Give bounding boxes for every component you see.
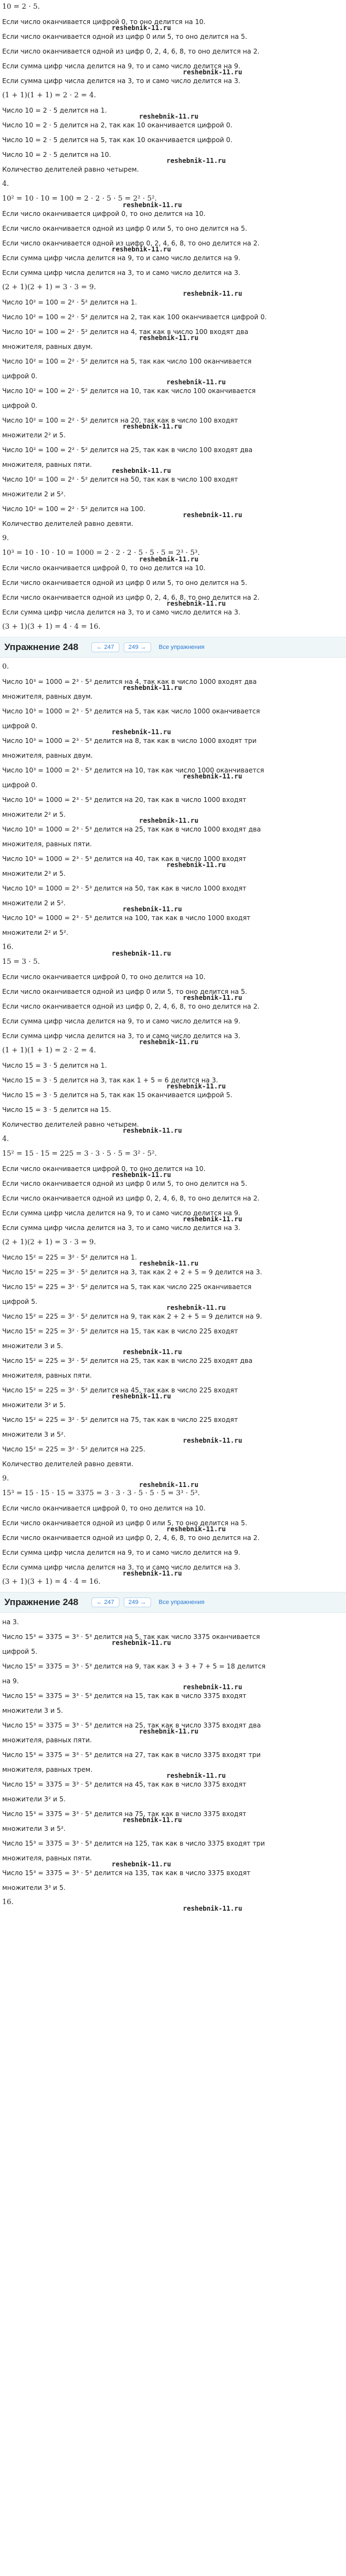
watermark-text: reshebnik-11.ru	[123, 1816, 182, 1824]
text-line: множители 3 и 5².	[2, 1825, 66, 1833]
solution-part-3	[2, 1615, 344, 1910]
watermark-text: reshebnik-11.ru	[166, 157, 226, 165]
text-line: Если сумма цифр числа делится на 3, то и само число делится на 3.	[2, 608, 240, 616]
text-line: Число 15³ = 3375 = 3³ · 5³ делится на 5, так как число 3375 оканчивается	[2, 1633, 260, 1641]
text-line: множителя, равных пяти.	[2, 1854, 92, 1862]
text-line: Если число оканчивается цифрой 0, то оно делится на 10.	[2, 1165, 206, 1173]
math-line: 10³ = 10 · 10 · 10 = 1000 = 2 · 2 · 2 · 5 · 5 · 5 = 2³ · 5³.	[2, 549, 200, 557]
text-line: Число 10³ = 1000 = 2³ · 5³ делится на 20, так как в число 1000 входят	[2, 796, 246, 804]
text-line: Число 15² = 225 = 3² · 5² делится на 9, так как 2 + 2 + 5 = 9 делится на 9.	[2, 1313, 262, 1320]
math-line: 0.	[2, 663, 9, 671]
text-line: цифрой 0.	[2, 402, 38, 409]
watermark-text: reshebnik-11.ru	[112, 24, 171, 32]
watermark-text: reshebnik-11.ru	[166, 861, 226, 869]
math-line: (1 + 1)(1 + 1) = 2 · 2 = 4.	[2, 1046, 96, 1055]
text-line: Число 10³ = 1000 = 2³ · 5³ делится на 8, так как в число 1000 входят три	[2, 737, 257, 745]
text-line: множители 2² и 5.	[2, 431, 66, 439]
text-line: множители 3 и 5².	[2, 1431, 66, 1438]
text-line: Число 15 = 3 · 5 делится на 15.	[2, 1106, 111, 1114]
text-line: Число 15³ = 3375 = 3³ · 5³ делится на 15, так как в число 3375 входят	[2, 1692, 246, 1700]
text-line: Если сумма цифр числа делится на 9, то и само число делится на 9.	[2, 1549, 240, 1556]
watermark-text: reshebnik-11.ru	[139, 817, 199, 824]
text-line: Если число оканчивается одной из цифр 0 или 5, то оно делится на 5.	[2, 988, 247, 996]
watermark-text: reshebnik-11.ru	[183, 1215, 243, 1223]
text-line: Если число оканчивается цифрой 0, то оно делится на 10.	[2, 1504, 206, 1512]
watermark-text: reshebnik-11.ru	[139, 1481, 199, 1489]
text-line: Если сумма цифр числа делится на 9, то и само число делится на 9.	[2, 1209, 240, 1217]
text-line: Число 10² = 100 = 2² · 5² делится на 1.	[2, 298, 137, 306]
math-line: 9.	[2, 1474, 9, 1483]
watermark-text: reshebnik-11.ru	[183, 1437, 243, 1444]
math-line: (1 + 1)(1 + 1) = 2 · 2 = 4.	[2, 91, 96, 99]
math-line: (2 + 1)(2 + 1) = 3 · 3 = 9.	[2, 1238, 96, 1246]
watermark-text: reshebnik-11.ru	[112, 950, 171, 957]
watermark-text: reshebnik-11.ru	[166, 1082, 226, 1090]
math-line: 15² = 15 · 15 = 225 = 3 · 3 · 5 · 5 = 3² · 5².	[2, 1150, 157, 1158]
all-exercises-link[interactable]: Все упражнения	[158, 644, 205, 651]
watermark-text: reshebnik-11.ru	[112, 1639, 171, 1647]
text-line: цифрой 0.	[2, 372, 38, 380]
watermark-text: reshebnik-11.ru	[123, 684, 182, 692]
text-line: Число 10² = 100 = 2² · 5² делится на 5, так как число 100 оканчивается	[2, 358, 252, 365]
watermark-text: reshebnik-11.ru	[123, 1127, 182, 1134]
text-line: Число 10² = 100 = 2² · 5² делится на 10, так как число 100 оканчивается	[2, 387, 256, 395]
text-line: множителя, равных двум.	[2, 752, 93, 759]
math-line: (3 + 1)(3 + 1) = 4 · 4 = 16.	[2, 1578, 101, 1586]
solution-part-1	[2, 0, 344, 635]
all-exercises-link-2[interactable]: Все упражнения	[158, 1599, 205, 1606]
watermark-text: reshebnik-11.ru	[123, 201, 182, 209]
exercise-nav-banner-2	[0, 1592, 346, 1613]
watermark-text: reshebnik-11.ru	[166, 1304, 226, 1312]
text-line: Число 15² = 225 = 3² · 5² делится на 5, так как число 225 оканчивается	[2, 1283, 252, 1291]
text-line: Число 15² = 225 = 3² · 5² делится на 225.	[2, 1445, 146, 1453]
text-line: Количество делителей равно девяти.	[2, 1460, 134, 1468]
text-line: на 3.	[2, 1618, 19, 1626]
text-line: Число 10² = 100 = 2² · 5² делится на 50, так как в число 100 входят	[2, 476, 238, 483]
text-line: Число 15³ = 3375 = 3³ · 5³ делится на 25, так как в число 3375 входят два	[2, 1722, 261, 1729]
text-line: множителя, равных пяти.	[2, 840, 92, 848]
watermark-text: reshebnik-11.ru	[139, 334, 199, 342]
text-line: Число 15² = 225 = 3² · 5² делится на 1.	[2, 1254, 137, 1261]
text-line: Число 15³ = 3375 = 3³ · 5³ делится на 9, так как 3 + 3 + 7 + 5 = 18 делится	[2, 1662, 266, 1670]
watermark-text: reshebnik-11.ru	[139, 1260, 199, 1267]
watermark-text: reshebnik-11.ru	[139, 1038, 199, 1046]
text-line: Число 10³ = 1000 = 2³ · 5³ делится на 25, так как в число 1000 входят два	[2, 826, 261, 833]
watermark-text: reshebnik-11.ru	[112, 1392, 171, 1400]
text-line: Если число оканчивается цифрой 0, то оно делится на 10.	[2, 18, 206, 26]
watermark-text: reshebnik-11.ru	[183, 994, 243, 1002]
text-line: цифрой 5.	[2, 1648, 38, 1655]
text-line: множители 3² и 5.	[2, 1401, 66, 1409]
text-line: цифрой 5.	[2, 1298, 38, 1305]
watermark-text: reshebnik-11.ru	[183, 772, 243, 780]
text-line: Если число оканчивается одной из цифр 0, 2, 4, 6, 8, то оно делится на 2.	[2, 594, 260, 601]
watermark-text: reshebnik-11.ru	[166, 600, 226, 607]
text-line: Число 15 = 3 · 5 делится на 1.	[2, 1062, 107, 1069]
watermark-text: reshebnik-11.ru	[166, 1772, 226, 1779]
watermark-text: reshebnik-11.ru	[112, 1860, 171, 1868]
text-line: Если число оканчивается цифрой 0, то оно делится на 10.	[2, 973, 206, 981]
math-line: 15³ = 15 · 15 · 15 = 3375 = 3 · 3 · 3 · 5 · 5 · 5 = 3³ · 5³.	[2, 1489, 200, 1497]
text-line: Если число оканчивается одной из цифр 0, 2, 4, 6, 8, то оно делится на 2.	[2, 1534, 260, 1542]
text-line: Число 10² = 100 = 2² · 5² делится на 2, так как 100 оканчивается цифрой 0.	[2, 313, 267, 321]
text-line: Число 15² = 225 = 3² · 5² делится на 15, так как в число 225 входят	[2, 1327, 238, 1335]
text-line: Число 10² = 100 = 2² · 5² делится на 4, так как в число 100 входят два	[2, 328, 249, 336]
text-line: множители 2 и 5².	[2, 899, 66, 907]
watermark-text: reshebnik-11.ru	[183, 68, 243, 76]
watermark-text: reshebnik-11.ru	[166, 378, 226, 386]
text-line: Число 15² = 225 = 3² · 5² делится на 75, так как в число 225 входят	[2, 1416, 238, 1424]
text-line: множителя, равных пяти.	[2, 1736, 92, 1744]
text-line: множителя, равных пяти.	[2, 461, 92, 469]
text-line: Число 10 = 2 · 5 делится на 1.	[2, 107, 107, 114]
text-line: Количество делителей равно четырем.	[2, 1121, 139, 1128]
text-line: множители 3 и 5.	[2, 1342, 64, 1350]
text-line: Количество делителей равно девяти.	[2, 520, 134, 528]
text-line: Если сумма цифр числа делится на 3, то и само число делится на 3.	[2, 1032, 240, 1040]
text-line: Число 10 = 2 · 5 делится на 5, так как 10 оканчивается цифрой 0.	[2, 136, 233, 144]
text-line: Если сумма цифр числа делится на 3, то и само число делится на 3.	[2, 1224, 240, 1232]
math-line: 10 = 2 · 5.	[2, 3, 40, 11]
watermark-text: reshebnik-11.ru	[183, 1683, 243, 1691]
text-line: Число 10² = 100 = 2² · 5² делится на 25, так как в число 100 входят два	[2, 446, 253, 454]
text-line: множители 3 и 5.	[2, 1707, 64, 1714]
watermark-text: reshebnik-11.ru	[112, 245, 171, 253]
math-line: 4.	[2, 180, 9, 188]
watermark-text: reshebnik-11.ru	[112, 467, 171, 475]
watermark-text: reshebnik-11.ru	[123, 423, 182, 430]
text-line: Если число оканчивается одной из цифр 0, 2, 4, 6, 8, то оно делится на 2.	[2, 1195, 260, 1202]
text-line: Число 10² = 100 = 2² · 5² делится на 20, так как в число 100 входят	[2, 417, 238, 424]
math-line: (2 + 1)(2 + 1) = 3 · 3 = 9.	[2, 283, 96, 291]
text-line: Если сумма цифр числа делится на 9, то и само число делится на 9.	[2, 62, 240, 70]
text-line: Если число оканчивается одной из цифр 0 или 5, то оно делится на 5.	[2, 579, 247, 587]
math-line: 9.	[2, 534, 9, 542]
watermark-text: reshebnik-11.ru	[183, 290, 243, 297]
text-line: Число 10³ = 1000 = 2³ · 5³ делится на 4, так как в число 1000 входят два	[2, 678, 257, 686]
watermark-text: reshebnik-11.ru	[123, 1348, 182, 1356]
text-line: Число 10³ = 1000 = 2³ · 5³ делится на 50, так как в число 1000 входят	[2, 885, 246, 892]
text-line: Если число оканчивается цифрой 0, то оно делится на 10.	[2, 564, 206, 572]
text-line: Количество делителей равно четырем.	[2, 166, 139, 173]
text-line: Число 15³ = 3375 = 3³ · 5³ делится на 27, так как в число 3375 входят три	[2, 1751, 261, 1759]
text-line: Число 15³ = 3375 = 3³ · 5³ делится на 75, так как в число 3375 входят	[2, 1810, 246, 1818]
watermark-text: reshebnik-11.ru	[112, 1171, 171, 1179]
text-line: Число 15 = 3 · 5 делится на 5, так как 15 оканчивается цифрой 5.	[2, 1091, 233, 1099]
text-line: Если число оканчивается цифрой 0, то оно делится на 10.	[2, 210, 206, 218]
math-line: 16.	[2, 1898, 14, 1906]
text-line: Если сумма цифр числа делится на 3, то и само число делится на 3.	[2, 77, 240, 85]
watermark-text: reshebnik-11.ru	[123, 1570, 182, 1577]
math-line: 10² = 10 · 10 = 100 = 2 · 2 · 5 · 5 = 2² · 5².	[2, 195, 157, 203]
watermark-text: reshebnik-11.ru	[183, 1905, 243, 1912]
text-line: множителя, равных двум.	[2, 693, 93, 700]
prev-exercise-button-2[interactable]: ← 247	[91, 1597, 119, 1607]
math-line: (3 + 1)(3 + 1) = 4 · 4 = 16.	[2, 623, 101, 631]
prev-exercise-button[interactable]: ← 247	[91, 642, 119, 652]
text-line: Число 10³ = 1000 = 2³ · 5³ делится на 100, так как в число 1000 входят	[2, 914, 251, 922]
watermark-text: reshebnik-11.ru	[123, 905, 182, 913]
solution-part-2	[2, 660, 344, 1590]
text-line: Если сумма цифр числа делится на 3, то и само число делится на 3.	[2, 1564, 240, 1571]
text-line: Если число оканчивается одной из цифр 0, 2, 4, 6, 8, то оно делится на 2.	[2, 1003, 260, 1010]
text-line: Число 15 = 3 · 5 делится на 3, так как 1 + 5 = 6 делится на 3.	[2, 1076, 218, 1084]
text-line: Если число оканчивается одной из цифр 0, 2, 4, 6, 8, то оно делится на 2.	[2, 48, 260, 55]
text-line: Если сумма цифр числа делится на 9, то и само число делится на 9.	[2, 1017, 240, 1025]
math-line: 15 = 3 · 5.	[2, 958, 40, 966]
text-line: множителя, равных трем.	[2, 1766, 93, 1773]
text-line: Если число оканчивается одной из цифр 0 или 5, то оно делится на 5.	[2, 1180, 247, 1187]
text-line: Число 10³ = 1000 = 2³ · 5³ делится на 40, так как в число 1000 входят	[2, 855, 246, 863]
text-line: множители 2³ и 5.	[2, 870, 66, 877]
watermark-text: reshebnik-11.ru	[139, 113, 199, 120]
watermark-text: reshebnik-11.ru	[183, 511, 243, 519]
text-line: Число 10 = 2 · 5 делится на 10.	[2, 151, 111, 159]
text-line: Число 15² = 225 = 3² · 5² делится на 45, так как в число 225 входят	[2, 1386, 238, 1394]
text-line: Если число оканчивается одной из цифр 0, 2, 4, 6, 8, то оно делится на 2.	[2, 239, 260, 247]
text-line: Число 10³ = 1000 = 2³ · 5³ делится на 5, так как число 1000 оканчивается	[2, 707, 260, 715]
text-line: множители 3² и 5.	[2, 1795, 66, 1803]
text-line: Число 15³ = 3375 = 3³ · 5³ делится на 135, так как в число 3375 входят	[2, 1869, 251, 1877]
text-line: Число 15³ = 3375 = 3³ · 5³ делится на 45, так как в число 3375 входят	[2, 1781, 246, 1788]
text-line: множители 3³ и 5.	[2, 1884, 66, 1892]
math-line: 16.	[2, 943, 14, 951]
text-line: Если сумма цифр числа делится на 3, то и само число делится на 3.	[2, 269, 240, 277]
watermark-text: reshebnik-11.ru	[112, 728, 171, 736]
watermark-text: reshebnik-11.ru	[139, 1728, 199, 1735]
watermark-text: reshebnik-11.ru	[139, 555, 199, 563]
exercise-title: Упражнение 248	[4, 642, 79, 652]
text-line: множителя, равных пяти.	[2, 1372, 92, 1379]
text-line: Число 10² = 100 = 2² · 5² делится на 100.	[2, 505, 146, 513]
watermark-text: reshebnik-11.ru	[166, 1525, 226, 1533]
text-line: множители 2² и 5².	[2, 929, 68, 936]
next-exercise-button-2[interactable]: 249 →	[124, 1597, 151, 1607]
math-line: 4.	[2, 1135, 9, 1143]
text-line: Если число оканчивается одной из цифр 0 или 5, то оно делится на 5.	[2, 33, 247, 40]
text-line: Число 10 = 2 · 5 делится на 2, так как 10 оканчивается цифрой 0.	[2, 121, 233, 129]
text-line: на 9.	[2, 1677, 19, 1685]
text-line: Если сумма цифр числа делится на 9, то и само число делится на 9.	[2, 254, 240, 262]
next-exercise-button[interactable]: 249 →	[124, 642, 151, 652]
text-line: Число 15³ = 3375 = 3³ · 5³ делится на 125, так как в число 3375 входят три	[2, 1840, 265, 1847]
text-line: Если число оканчивается одной из цифр 0 или 5, то оно делится на 5.	[2, 1519, 247, 1527]
text-line: множителя, равных двум.	[2, 343, 93, 350]
text-line: Если число оканчивается одной из цифр 0 или 5, то оно делится на 5.	[2, 225, 247, 232]
text-line: Число 15² = 225 = 3² · 5² делится на 3, так как 2 + 2 + 5 = 9 делится на 3.	[2, 1268, 262, 1276]
text-line: цифрой 0.	[2, 722, 38, 730]
exercise-nav-banner	[0, 637, 346, 658]
text-line: множители 2² и 5.	[2, 811, 66, 818]
text-line: Число 10³ = 1000 = 2³ · 5³ делится на 10, так как число 1000 оканчивается	[2, 766, 264, 774]
text-line: множители 2 и 5².	[2, 490, 66, 498]
exercise-title-2: Упражнение 248	[4, 1597, 79, 1607]
text-line: цифрой 0.	[2, 781, 38, 789]
text-line: Число 15² = 225 = 3² · 5² делится на 25, так как в число 225 входят два	[2, 1357, 253, 1365]
